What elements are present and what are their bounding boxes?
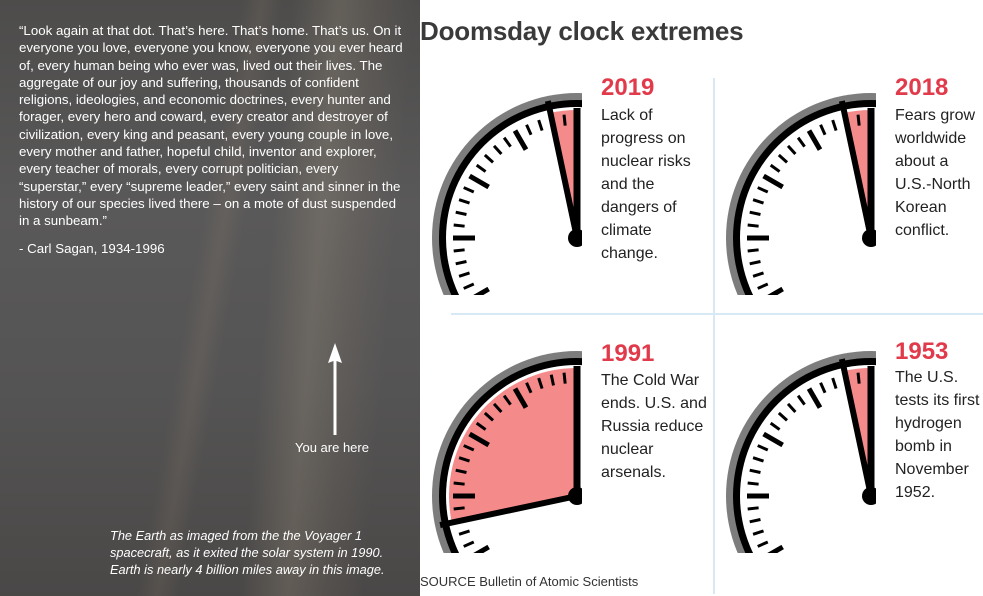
- doomsday-clock-icon: [726, 80, 876, 295]
- clock-2018: [726, 80, 876, 295]
- sagan-quote: “Look again at that dot. That’s here. That’s home. That’s us. On it everyone you love, everyone you know, everyone you ever heard of, every human being who ever was, lived out their lives. The aggregate of our joy and suffering, thousands of confident religions, ideologies, and economic doctrines, every hunter and forager, every hero and coward, every creator and destroyer of civilization, every king and peasant, every young couple in love, every mother and father, hopeful child, inventor and explorer, every teacher of morals, every corrupt politician, every “superstar,” every “supreme leader,” every saint and sinner in the history of our species lived there – on a mote of dust suspended in a sunbeam.”: [19, 23, 403, 229]
- description-2019: Lack of progress on nuclear risks and the dangers of climate change.: [601, 107, 691, 262]
- horizontal-divider: [451, 313, 983, 315]
- vertical-divider: [713, 78, 715, 594]
- description-2018: Fears grow worldwide about a U.S.-North Korean conflict.: [895, 107, 976, 239]
- clock-1991: [432, 338, 582, 553]
- year-1991: 1991: [601, 340, 655, 367]
- you-are-here-label: You are here: [295, 440, 369, 455]
- year-2019: 2019: [601, 74, 655, 101]
- doomsday-clock-icon: [726, 338, 876, 553]
- infographic-title: Doomsday clock extremes: [420, 16, 744, 46]
- quote-attribution: - Carl Sagan, 1934-1996: [19, 241, 165, 256]
- photo-caption: The Earth as imaged from the the Voyager 1 spacecraft, as it exited the solar system in 1990. Earth is nearly 4 billion miles away in this image.: [110, 528, 385, 577]
- year-1953: 1953: [895, 338, 949, 365]
- description-1991: The Cold War ends. U.S. and Russia reduce nuclear arsenals.: [601, 372, 707, 481]
- clock-1953: [726, 338, 876, 553]
- up-arrow-icon: [323, 343, 347, 435]
- clock-2019: [432, 80, 582, 295]
- description-1953: The U.S. tests its first hydrogen bomb in November 1952.: [895, 369, 980, 501]
- doomsday-clock-icon: [432, 338, 582, 553]
- pale-blue-dot-photo: [0, 0, 420, 596]
- doomsday-infographic: [420, 0, 983, 596]
- doomsday-clock-icon: [432, 80, 582, 295]
- source-note: SOURCE Bulletin of Atomic Scientists: [420, 574, 639, 589]
- year-2018: 2018: [895, 74, 949, 101]
